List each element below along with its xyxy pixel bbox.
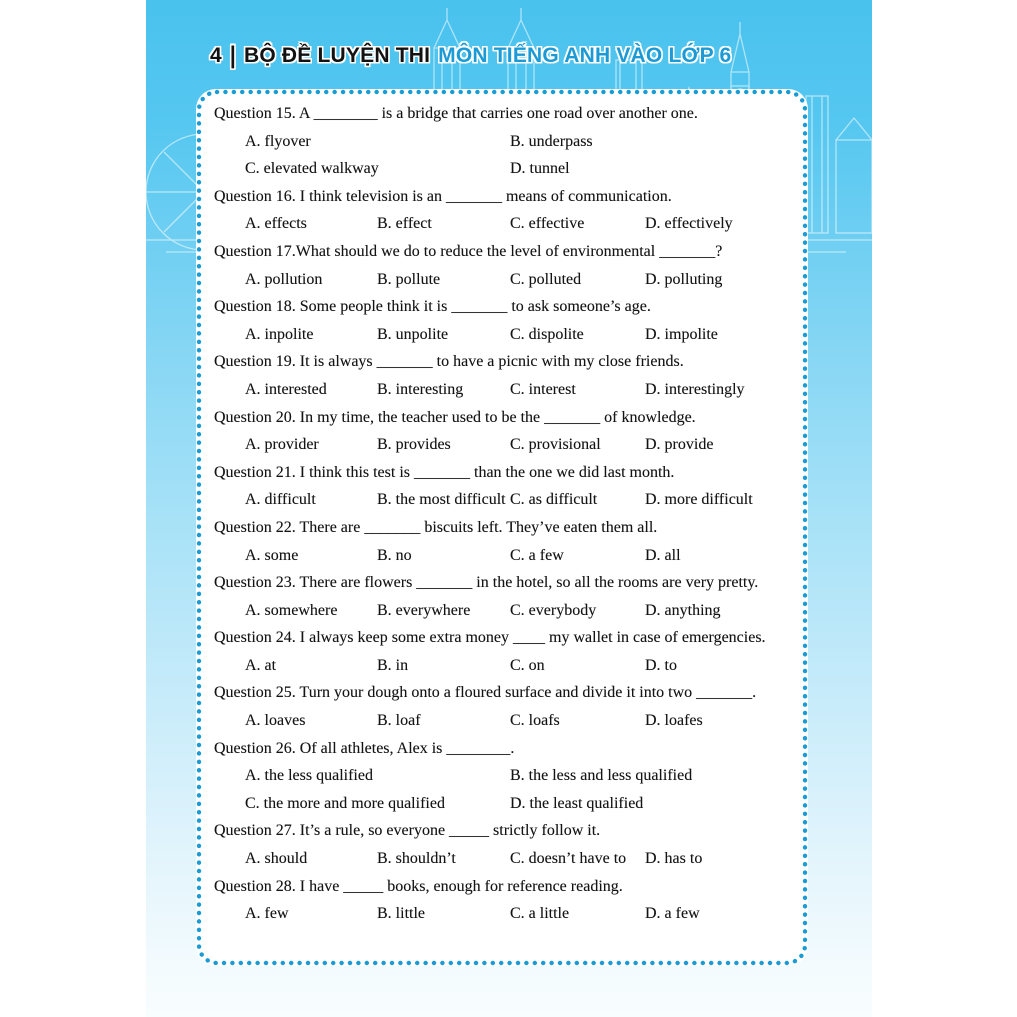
question-prompt: Question 15. A ________ is a bridge that carries one road over another one. — [214, 105, 698, 122]
question-prompt: Question 16. I think television is an _______ means of communication. — [214, 187, 672, 205]
answer-option: B. pollute — [377, 270, 441, 288]
answer-option: D. effectively — [645, 215, 733, 233]
options-row — [214, 376, 804, 404]
question-prompt: Question 28. I have _____ books, enough for reference reading. — [214, 877, 623, 895]
answer-option: A. some — [245, 546, 299, 564]
answer-option: C. effective — [510, 215, 585, 233]
options-row — [214, 210, 804, 238]
question-prompt: Question 20. In my time, the teacher used to be the _______ of knowledge. — [214, 408, 696, 426]
header-separator: | — [229, 42, 236, 69]
answer-option: A. at — [245, 656, 277, 674]
answer-option: C. provisional — [510, 436, 601, 454]
options-row — [214, 542, 804, 570]
book-title-blue: MÔN TIẾNG ANH VÀO LỚP 6 — [438, 44, 732, 67]
question-prompt: Question 23. There are flowers _______ in the hotel, so all the rooms are very pretty. — [214, 574, 759, 592]
answer-option: D. has to — [645, 850, 703, 868]
answer-option: D. a few — [645, 905, 700, 923]
answer-option: B. shouldn’t — [377, 850, 456, 868]
options-row — [214, 652, 804, 680]
answer-option: B. effect — [377, 215, 432, 233]
answer-option: C. a little — [510, 905, 570, 923]
options-row — [214, 597, 804, 625]
book-title-black: BỘ ĐỀ LUYỆN THI — [243, 44, 431, 67]
answer-option: B. unpolite — [377, 325, 449, 343]
answer-option: D. interestingly — [645, 380, 745, 398]
answer-option: A. interested — [245, 380, 327, 398]
answer-option: A. somewhere — [245, 601, 338, 619]
answer-option: B. provides — [377, 436, 451, 454]
answer-option: A. the less qualified — [245, 767, 373, 785]
options-row — [214, 266, 804, 294]
options-row — [214, 762, 804, 790]
answer-option: D. polluting — [645, 270, 723, 288]
options-row — [214, 128, 804, 156]
question-prompt: Question 25. Turn your dough onto a floured surface and divide it into two _______. — [214, 684, 757, 702]
answer-option: A. provider — [245, 436, 319, 454]
answer-option: B. in — [377, 656, 409, 674]
answer-option: A. inpolite — [245, 325, 314, 343]
question-prompt: Question 19. It is always _______ to have a picnic with my close friends. — [214, 353, 684, 371]
answer-option: C. polluted — [510, 270, 582, 288]
answer-option: C. as difficult — [510, 491, 598, 509]
answer-option: C. the more and more qualified — [245, 794, 445, 812]
answer-option: A. flyover — [245, 132, 311, 150]
page-header — [210, 44, 731, 68]
question-prompt: Question 21. I think this test is _______ than the one we did last month. — [214, 463, 675, 481]
question-prompt: Question 18. Some people think it is _______ to ask someone’s age. — [214, 298, 651, 316]
answer-option: B. interesting — [377, 380, 464, 398]
answer-option: C. loafs — [510, 712, 560, 730]
answer-option: D. loafes — [645, 712, 703, 730]
answer-option: D. anything — [645, 601, 721, 619]
question-prompt: Question 24. I always keep some extra money ____ my wallet in case of emergencies. — [214, 629, 766, 647]
answer-option: C. doesn’t have to — [510, 850, 627, 868]
answer-option: D. more difficult — [645, 491, 753, 509]
answer-option: C. a few — [510, 546, 564, 564]
options-row — [214, 845, 804, 873]
answer-option: A. should — [245, 850, 308, 868]
options-row — [214, 155, 804, 183]
answer-option: C. on — [510, 656, 545, 674]
options-row — [214, 790, 804, 818]
questions-list — [196, 89, 808, 928]
answer-option: C. dispolite — [510, 325, 584, 343]
answer-option: A. pollution — [245, 270, 323, 288]
scanned-book-page — [146, 0, 872, 1017]
answer-option: D. impolite — [645, 325, 718, 343]
page-number: 4 — [210, 44, 222, 67]
answer-option: D. the least qualified — [510, 794, 644, 812]
options-row — [214, 431, 804, 459]
options-row — [214, 486, 804, 514]
answer-option: C. everybody — [510, 601, 597, 619]
answer-option: B. little — [377, 905, 425, 923]
options-row — [214, 707, 804, 735]
answer-option: D. to — [645, 656, 677, 674]
answer-option: C. elevated walkway — [245, 160, 379, 178]
answer-option: A. effects — [245, 215, 307, 233]
question-prompt: Question 27. It’s a rule, so everyone _____ strictly follow it. — [214, 822, 601, 840]
answer-option: B. the most difficult — [377, 491, 506, 509]
answer-option: B. the less and less qualified — [510, 767, 693, 785]
question-prompt: Question 22. There are _______ biscuits left. They’ve eaten them all. — [214, 518, 658, 536]
answer-option: D. provide — [645, 436, 714, 454]
answer-option: B. underpass — [510, 132, 593, 150]
answer-option: A. few — [245, 905, 289, 923]
answer-option: D. tunnel — [510, 160, 570, 178]
answer-option: A. loaves — [245, 712, 306, 730]
answer-option: C. interest — [510, 380, 576, 398]
answer-option: B. no — [377, 546, 412, 564]
question-prompt: Question 26. Of all athletes, Alex is ________. — [214, 739, 515, 757]
questions-panel — [196, 89, 808, 966]
answer-option: D. all — [645, 546, 681, 564]
answer-option: B. everywhere — [377, 601, 471, 619]
options-row — [214, 900, 804, 928]
answer-option: A. difficult — [245, 491, 316, 509]
options-row — [214, 321, 804, 349]
answer-option: B. loaf — [377, 712, 421, 730]
question-prompt: Question 17.What should we do to reduce the level of environmental _______? — [214, 242, 723, 260]
